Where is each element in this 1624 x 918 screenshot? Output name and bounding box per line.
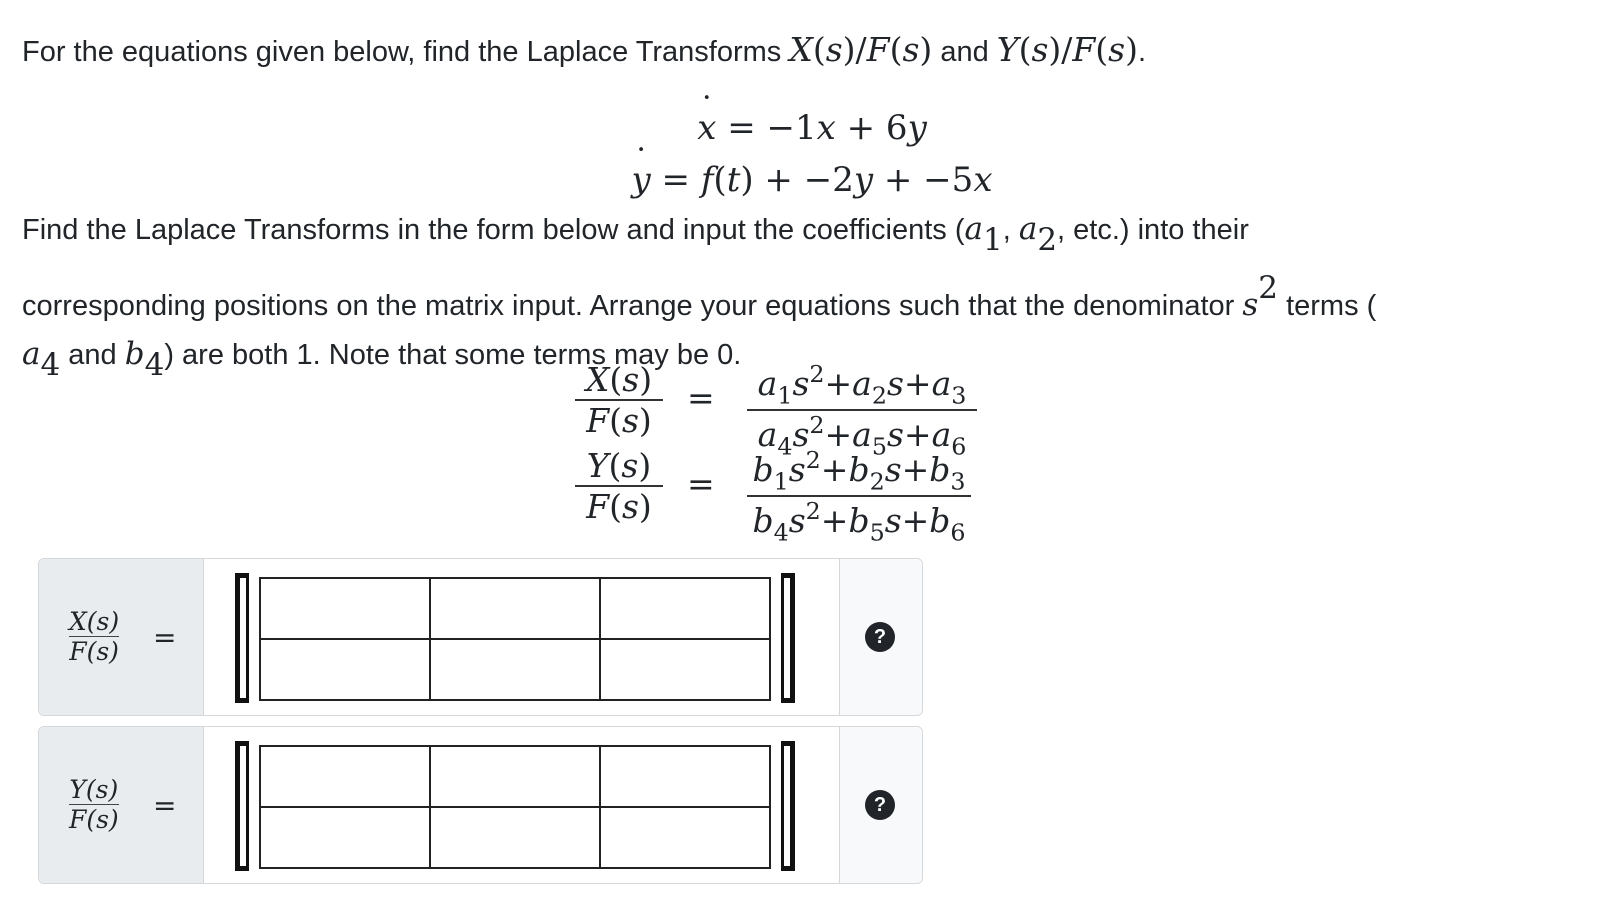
left-bracket [235,741,249,871]
matrix-x-cell-r1c2[interactable] [431,579,599,638]
left-bracket [235,573,249,703]
question-mark-circle-icon[interactable]: ? [865,790,895,820]
matrix-x-cell-r2c3[interactable] [601,640,769,699]
matrix-x-cell-r2c1[interactable] [261,640,429,699]
matrix-x-cell-r1c3[interactable] [601,579,769,638]
matrix-x-cell-r2c2[interactable] [431,640,599,699]
matrix-y-cell-r1c1[interactable] [261,747,429,806]
matrix-y-cell-r1c3[interactable] [601,747,769,806]
answer-row-x [38,558,923,716]
matrix-y-cell-r1c2[interactable] [431,747,599,806]
question-intro: For the equations given below, find the Laplace Transforms X(s)/F(s) and Y(s)/F(s). [22,30,1147,69]
equation-y-dot: y ˙ = f(t) + −2y + −5x [0,160,1624,200]
right-bracket [781,573,795,703]
answer-label-x: $\frac{X(s)}{F(s)}$ = [39,559,204,715]
right-bracket [781,741,795,871]
matrix-x-cell-r1c1[interactable] [261,579,429,638]
matrix-input-y [235,741,795,871]
math-ys-over-fs: Y(s)/F(s) [996,30,1138,69]
matrix-y-cell-r2c3[interactable] [601,808,769,867]
question-mark-circle-icon[interactable]: ? [865,622,895,652]
equation-x-dot: x ˙ = −1x + 6y [0,108,1624,148]
matrix-input-x [235,573,795,703]
answer-row-y [38,726,923,884]
help-panel-y [839,727,922,883]
instructions: Find the Laplace Transforms in the form below and input the coefficients (a1, a2, etc.) into their corresponding positions on the matrix input. Arrange your equations such that the denominator s2 terms ( a4 and b4) are both 1. Note that some terms may be 0. [22,211,1377,383]
help-panel-x [839,559,922,715]
matrix-y-cell-r2c2[interactable] [431,808,599,867]
math-xs-over-fs: X(s)/F(s) [789,30,933,69]
matrix-y-cell-r2c1[interactable] [261,808,429,867]
answer-label-y: $\frac{Y(s)}{F(s)}$ = [39,727,204,883]
